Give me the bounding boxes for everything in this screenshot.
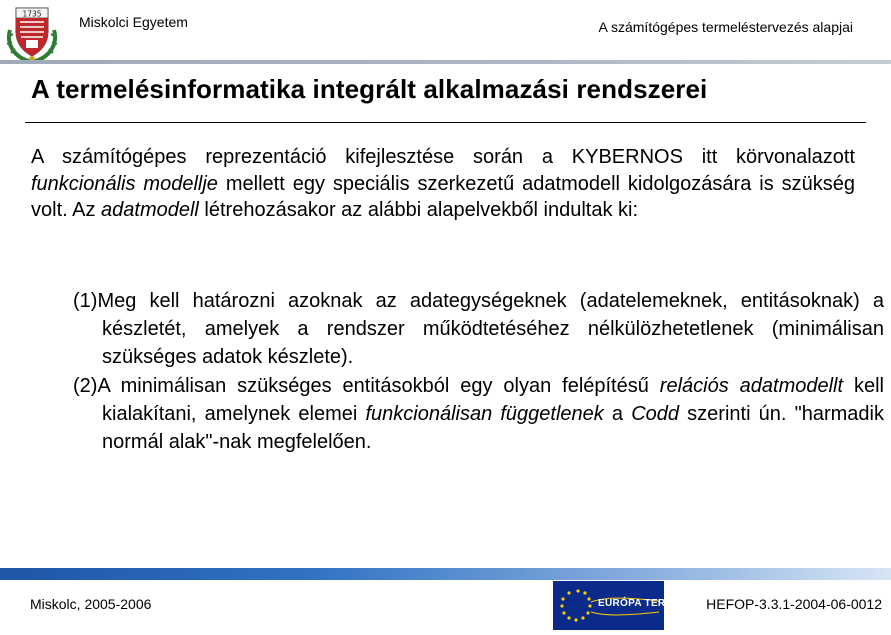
footer-band: [0, 568, 891, 580]
eu-logo: [553, 581, 673, 630]
item-text: Meg kell határozni azoknak az adategységeknek (adatelemeknek, entitásoknak) a készletét, amelyek a rendszer működtetéséhez nélkülözhetetlenek (minimálisan szükséges adatok készlete).: [97, 290, 884, 368]
eu-logo-text: EURÓPA TERV: [598, 598, 673, 609]
intro-text: létrehozásakor az alábbi alapelvekből indultak ki:: [198, 199, 639, 221]
svg-text:1735: 1735: [22, 9, 42, 19]
university-crest-icon: [4, 2, 60, 64]
item-text: A minimálisan szükséges entitásokból egy olyan felépítésű: [97, 375, 660, 397]
item-text: szerinti ún. "harmadik normál alak"-nak megfelelően.: [102, 403, 884, 453]
intro-text: mellett egy speciális szerkezetű adatmodell kidolgozására is szükség volt. Az: [31, 172, 855, 221]
item-text: a: [603, 403, 632, 425]
university-name: Miskolci Egyetem: [79, 14, 188, 30]
item-emphasis: Codd: [631, 403, 680, 425]
item-marker: (2): [73, 375, 98, 397]
header-rule: [0, 60, 891, 64]
item-emphasis: funkcionálisan függetlenek: [365, 403, 604, 425]
footer-project-code: HEFOP-3.3.1-2004-06-0012: [706, 596, 882, 612]
slide-title: A termelésinformatika integrált alkalmazási rendszerei: [31, 74, 708, 104]
course-title: A számítógépes termeléstervezés alapjai: [598, 19, 853, 35]
intro-text: A számítógépes reprezentáció kifejlesztése során a KYBERNOS itt körvonalazott: [31, 146, 855, 168]
title-underline: [25, 122, 866, 123]
intro-emphasis: funkcionális modellje: [31, 172, 218, 195]
list-item: [73, 372, 884, 456]
intro-paragraph: [31, 144, 855, 224]
item-marker: (1): [73, 290, 98, 312]
list-item: [73, 287, 884, 371]
item-emphasis: relációs adatmodellt: [659, 375, 844, 397]
footer-location-date: Miskolc, 2005-2006: [30, 596, 152, 612]
intro-emphasis: adatmodell: [101, 199, 199, 221]
item-text: kell kialakítani, amelynek elemei: [102, 375, 884, 425]
